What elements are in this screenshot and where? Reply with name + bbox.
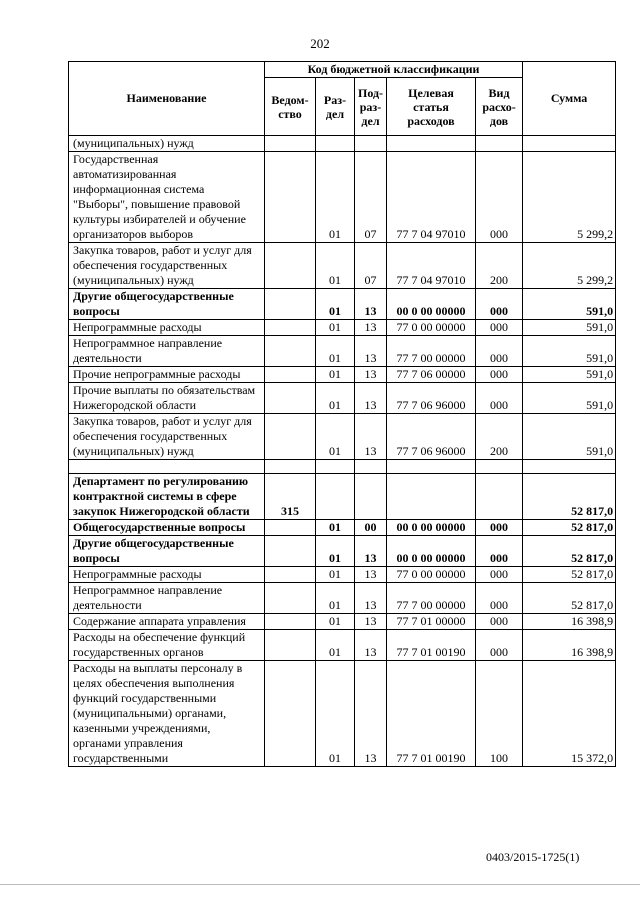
row-type: 000 [476,383,523,414]
table-row [69,536,616,567]
row-department [265,367,316,383]
row-subsection [355,474,387,520]
row-target [387,460,476,474]
row-type: 000 [476,336,523,367]
row-type: 000 [476,152,523,243]
row-department [265,630,316,661]
row-department [265,383,316,414]
row-subsection: 13 [355,367,387,383]
row-department [265,567,316,583]
row-subsection: 07 [355,243,387,289]
row-type [476,136,523,152]
row-department [265,520,316,536]
row-type: 000 [476,520,523,536]
row-type: 000 [476,630,523,661]
row-name: Непрограммные расходы [69,320,265,336]
row-name: Прочие непрограммные расходы [69,367,265,383]
row-sum: 591,0 [523,320,616,336]
row-sum: 52 817,0 [523,583,616,614]
row-type: 000 [476,536,523,567]
row-department [265,243,316,289]
row-type: 000 [476,367,523,383]
table-row [69,367,616,383]
row-subsection: 13 [355,614,387,630]
row-target: 77 7 06 96000 [387,414,476,460]
row-target: 77 7 01 00190 [387,630,476,661]
row-section: 01 [316,243,355,289]
row-section: 01 [316,414,355,460]
row-name: Расходы на выплаты персоналу в целях обеспечения выполнения функций государственными (муниципальными) органами, казенными учреждениями, органами управления государственными [69,661,265,767]
row-sum: 5 299,2 [523,152,616,243]
table-row [69,630,616,661]
header-budget-classification: Код бюджетной классификации [265,62,523,78]
row-section: 01 [316,567,355,583]
row-target: 00 0 00 00000 [387,289,476,320]
header-name: Наименование [69,62,265,136]
row-name: Государственная автоматизированная информационная система "Выборы", повышение правовой культуры избирателей и обучение организаторов выборов [69,152,265,243]
document-code: 0403/2015-1725(1) [486,850,580,864]
row-department [265,136,316,152]
row-subsection: 13 [355,630,387,661]
row-type: 100 [476,661,523,767]
row-target: 77 7 06 96000 [387,383,476,414]
row-sum [523,136,616,152]
row-section [316,474,355,520]
row-subsection [355,460,387,474]
row-section: 01 [316,583,355,614]
row-sum: 5 299,2 [523,243,616,289]
row-target: 77 7 00 00000 [387,336,476,367]
row-sum: 591,0 [523,414,616,460]
row-sum: 16 398,9 [523,614,616,630]
row-subsection: 13 [355,414,387,460]
row-name: Прочие выплаты по обязательствам Нижегородской области [69,383,265,414]
row-target: 77 7 01 00000 [387,614,476,630]
header-expense-type: Вид расхо-дов [476,78,523,136]
row-target: 77 0 00 00000 [387,320,476,336]
row-target [387,136,476,152]
row-target [387,474,476,520]
row-subsection: 13 [355,536,387,567]
row-target: 00 0 00 00000 [387,520,476,536]
row-department [265,460,316,474]
row-subsection: 13 [355,567,387,583]
row-subsection: 07 [355,152,387,243]
row-subsection: 13 [355,336,387,367]
row-target: 77 7 06 00000 [387,367,476,383]
row-sum: 591,0 [523,383,616,414]
row-department [265,289,316,320]
row-section [316,136,355,152]
row-section [316,460,355,474]
table-row [69,336,616,367]
row-name: Расходы на обеспечение функций государственных органов [69,630,265,661]
row-name: Непрограммное направление деятельности [69,583,265,614]
row-section: 01 [316,520,355,536]
row-department [265,320,316,336]
header-target-article: Целевая статья расходов [387,78,476,136]
row-name: Закупка товаров, работ и услуг для обеспечения государственных (муниципальных) нужд [69,243,265,289]
row-section: 01 [316,152,355,243]
row-subsection [355,136,387,152]
table-row [69,474,616,520]
row-subsection: 00 [355,520,387,536]
row-type: 000 [476,320,523,336]
row-target: 77 7 01 00190 [387,661,476,767]
header-department: Ведом-ство [265,78,316,136]
row-sum: 52 817,0 [523,536,616,567]
row-target: 77 7 04 97010 [387,152,476,243]
row-section: 01 [316,614,355,630]
row-sum: 591,0 [523,336,616,367]
row-type: 200 [476,414,523,460]
table-row [69,136,616,152]
row-type: 000 [476,289,523,320]
row-sum: 591,0 [523,289,616,320]
table-row-spacer [69,460,616,474]
table-row [69,614,616,630]
row-section: 01 [316,383,355,414]
row-name: Другие общегосударственные вопросы [69,289,265,320]
header-sum: Сумма [523,62,616,136]
row-subsection: 13 [355,289,387,320]
row-type: 000 [476,583,523,614]
row-name: Содержание аппарата управления [69,614,265,630]
row-name [69,460,265,474]
scan-edge-divider [0,884,640,885]
row-type: 200 [476,243,523,289]
row-sum: 16 398,9 [523,630,616,661]
row-type: 000 [476,614,523,630]
row-sum: 15 372,0 [523,661,616,767]
row-name: Другие общегосударственные вопросы [69,536,265,567]
page-number: 202 [310,36,330,51]
table-row [69,520,616,536]
row-subsection: 13 [355,661,387,767]
row-department [265,152,316,243]
table-row [69,383,616,414]
header-subsection: Под-раз-дел [355,78,387,136]
row-section: 01 [316,320,355,336]
table-row [69,414,616,460]
row-name: Закупка товаров, работ и услуг для обеспечения государственных (муниципальных) нужд [69,414,265,460]
row-department: 315 [265,474,316,520]
row-name: Непрограммные расходы [69,567,265,583]
row-department [265,414,316,460]
row-sum: 591,0 [523,367,616,383]
row-department [265,661,316,767]
budget-table [68,61,616,767]
row-name: Департамент по регулированию контрактной системы в сфере закупок Нижегородской области [69,474,265,520]
header-section: Раз-дел [316,78,355,136]
row-subsection: 13 [355,583,387,614]
row-section: 01 [316,289,355,320]
row-subsection: 13 [355,320,387,336]
table-row [69,567,616,583]
row-section: 01 [316,661,355,767]
row-target: 00 0 00 00000 [387,536,476,567]
row-department [265,536,316,567]
row-department [265,583,316,614]
row-subsection: 13 [355,383,387,414]
table-row [69,583,616,614]
row-sum: 52 817,0 [523,520,616,536]
row-target: 77 7 00 00000 [387,583,476,614]
table-row [69,661,616,767]
row-name: (муниципальных) нужд [69,136,265,152]
row-target: 77 0 00 00000 [387,567,476,583]
row-sum: 52 817,0 [523,567,616,583]
row-name: Непрограммное направление деятельности [69,336,265,367]
row-section: 01 [316,367,355,383]
row-section: 01 [316,536,355,567]
row-section: 01 [316,630,355,661]
row-type [476,460,523,474]
row-sum [523,460,616,474]
row-department [265,336,316,367]
row-section: 01 [316,336,355,367]
table-row [69,289,616,320]
row-sum: 52 817,0 [523,474,616,520]
row-target: 77 7 04 97010 [387,243,476,289]
table-row [69,243,616,289]
row-type [476,474,523,520]
row-name: Общегосударственные вопросы [69,520,265,536]
row-department [265,614,316,630]
table-row [69,152,616,243]
row-type: 000 [476,567,523,583]
table-row [69,320,616,336]
